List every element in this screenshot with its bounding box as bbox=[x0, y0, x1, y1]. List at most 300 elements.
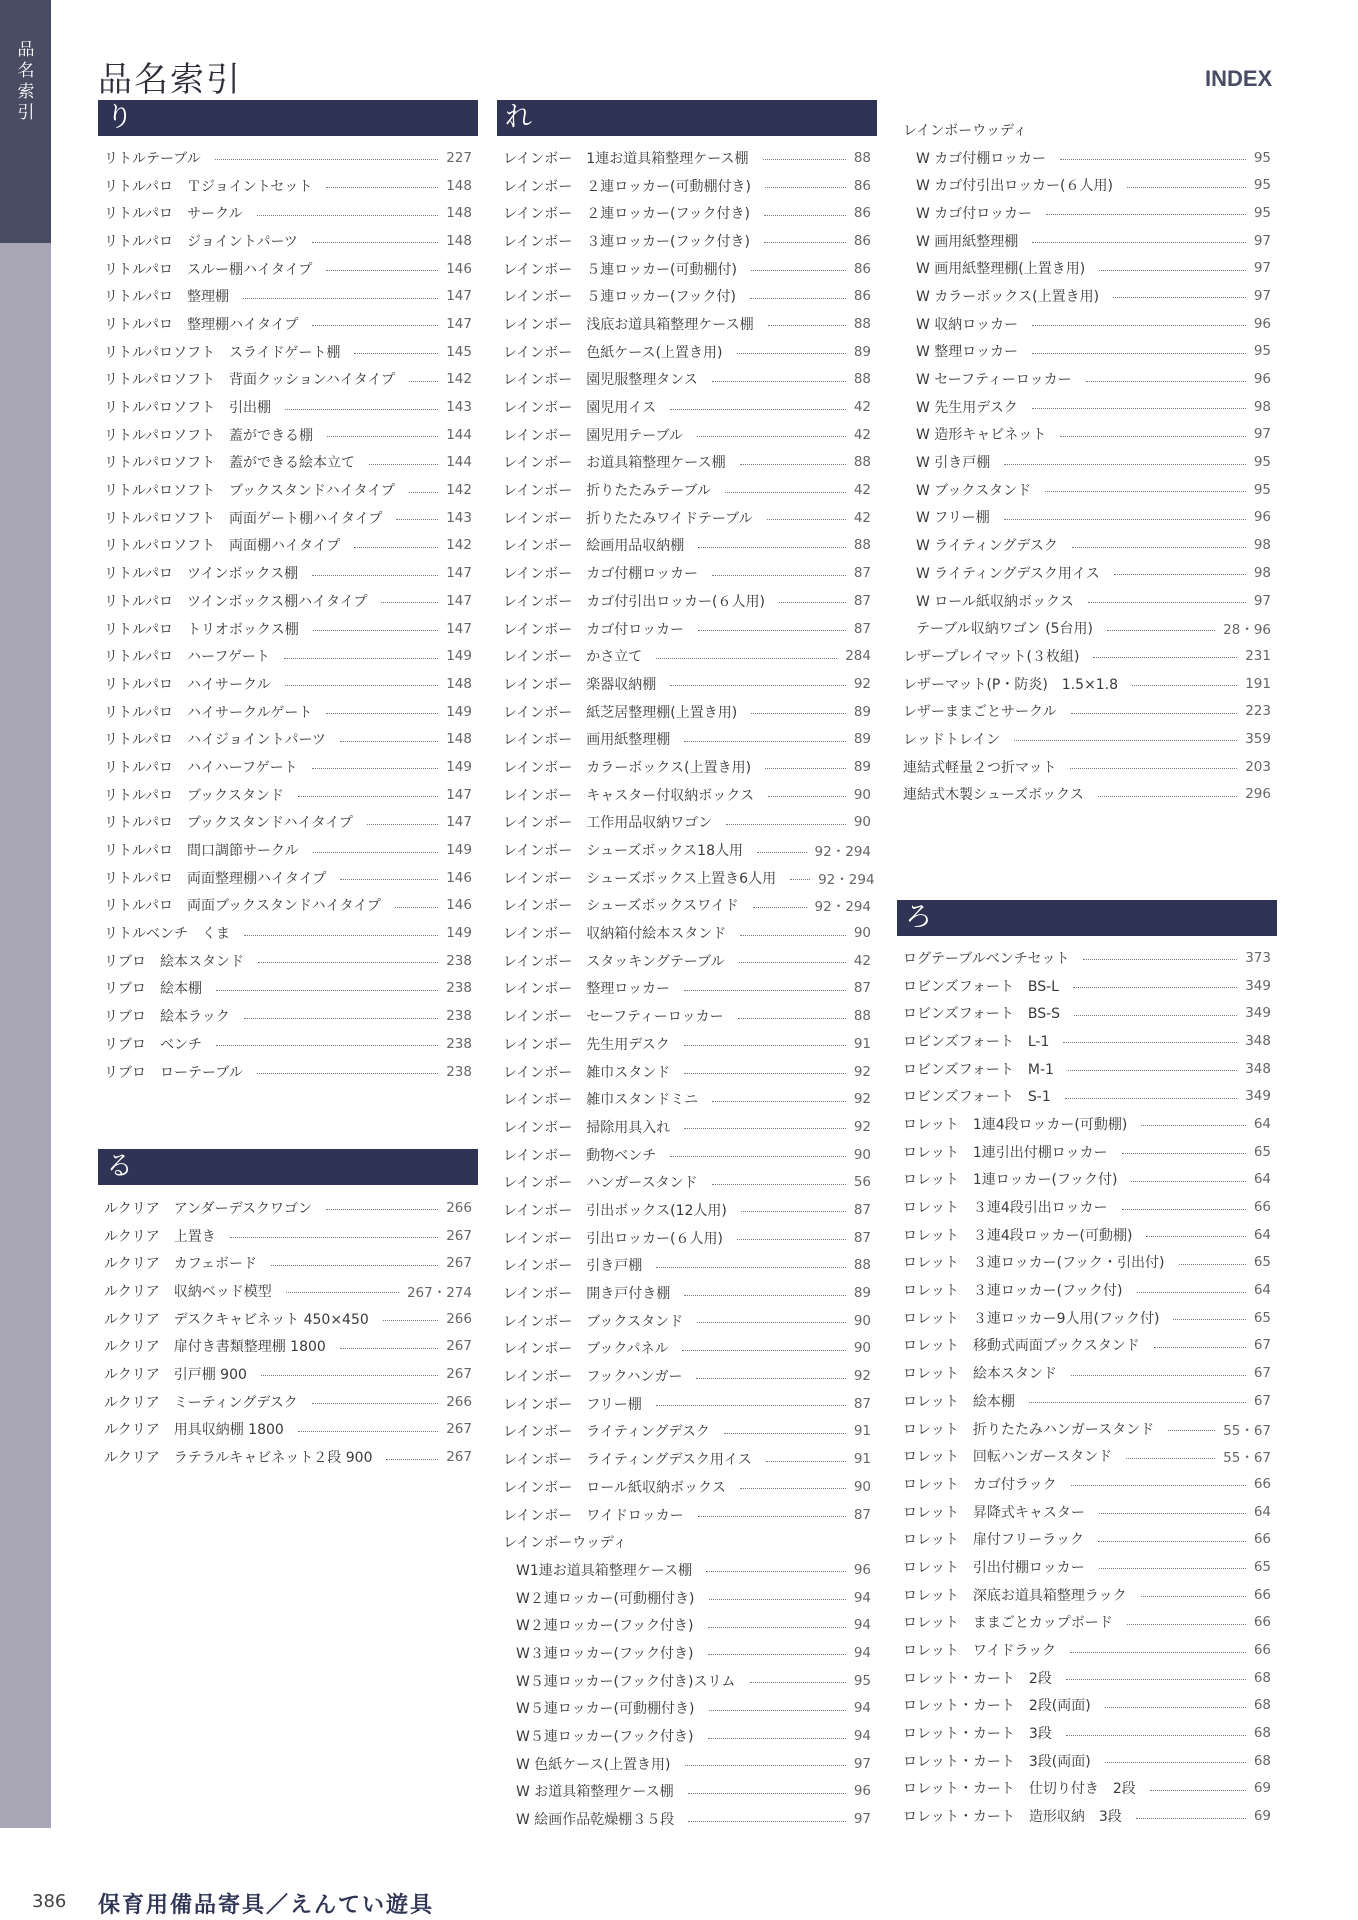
index-entry bbox=[903, 227, 1271, 255]
index-entry bbox=[503, 559, 871, 587]
entry-name: レインボー 開き戸付き棚 bbox=[503, 1286, 671, 1303]
index-entry bbox=[503, 1085, 871, 1113]
entry-name: レインボー フックハンガー bbox=[503, 1369, 683, 1386]
entry-name: リトルパロ ツインボックス棚 bbox=[104, 566, 299, 583]
index-entry bbox=[503, 1307, 871, 1335]
entry-page: 89 bbox=[853, 343, 871, 360]
index-entry bbox=[503, 1528, 871, 1556]
entry-page: 42 bbox=[853, 482, 871, 499]
index-entry bbox=[903, 670, 1271, 698]
section-re-continued-entries bbox=[903, 116, 1271, 808]
entry-page: 266 bbox=[446, 1199, 472, 1216]
side-bar bbox=[0, 0, 51, 1828]
index-entry bbox=[903, 1775, 1271, 1803]
index-label: INDEX bbox=[1205, 66, 1273, 91]
index-entry bbox=[903, 531, 1271, 559]
entry-page: 87 bbox=[853, 1229, 871, 1246]
index-entry bbox=[503, 725, 871, 753]
index-entry bbox=[503, 1695, 871, 1723]
entry-name: W 絵画作品乾燥棚３５段 bbox=[516, 1812, 675, 1829]
leader-dots bbox=[1132, 685, 1237, 686]
entry-page: 96 bbox=[853, 1561, 871, 1578]
entry-name: ロレット 1連ロッカー(フック付) bbox=[903, 1172, 1118, 1189]
index-entry bbox=[503, 642, 871, 670]
index-entry bbox=[104, 919, 472, 947]
leader-dots bbox=[684, 741, 846, 742]
entry-page: 223 bbox=[1245, 703, 1271, 720]
leader-dots bbox=[285, 409, 438, 410]
entry-name: W５連ロッカー(フック付き)スリム bbox=[516, 1673, 736, 1690]
leader-dots bbox=[243, 298, 438, 299]
entry-name: ルクリア ミーティングデスク bbox=[104, 1394, 298, 1411]
entry-name: ロビンズフォート L-1 bbox=[903, 1033, 1050, 1050]
leader-dots bbox=[1032, 325, 1246, 326]
entry-name: レインボー ３連ロッカー(フック付き) bbox=[503, 233, 750, 250]
index-entry bbox=[903, 1055, 1271, 1083]
leader-dots bbox=[696, 1378, 845, 1379]
entry-page: 359 bbox=[1245, 730, 1271, 747]
leader-dots bbox=[216, 990, 438, 991]
index-entry bbox=[903, 753, 1271, 781]
index-entry bbox=[903, 587, 1271, 615]
index-entry bbox=[503, 1058, 871, 1086]
leader-dots bbox=[284, 658, 438, 659]
entry-name: リトルパロ 間口調節サークル bbox=[104, 843, 299, 860]
entry-page: 68 bbox=[1253, 1752, 1271, 1769]
leader-dots bbox=[354, 353, 438, 354]
index-entry bbox=[104, 1249, 472, 1277]
index-entry bbox=[503, 1556, 871, 1584]
entry-name: リトルパロ 両面ブックスタンドハイタイプ bbox=[104, 898, 381, 915]
entry-name: レインボー ロール紙収納ボックス bbox=[503, 1479, 726, 1496]
index-entry bbox=[903, 1470, 1271, 1498]
leader-dots bbox=[697, 436, 846, 437]
leader-dots bbox=[326, 270, 438, 271]
index-entry bbox=[903, 1581, 1271, 1609]
index-entry bbox=[104, 725, 472, 753]
entry-name: W 画用紙整理棚 bbox=[916, 233, 1019, 250]
index-entry bbox=[903, 144, 1271, 172]
index-entry bbox=[903, 1027, 1271, 1055]
leader-dots bbox=[709, 1710, 846, 1711]
entry-name: リブロ ローテーブル bbox=[104, 1064, 243, 1081]
entry-page: 88 bbox=[853, 371, 871, 388]
index-entry bbox=[903, 1276, 1271, 1304]
entry-page: 95 bbox=[1253, 149, 1271, 166]
leader-dots bbox=[779, 602, 846, 603]
index-entry bbox=[104, 1058, 472, 1086]
entry-page: 91 bbox=[853, 1035, 871, 1052]
entry-name: レインボー 折りたたみテーブル bbox=[503, 483, 712, 500]
leader-dots bbox=[737, 353, 846, 354]
entry-name: レインボー ライティングデスク用イス bbox=[503, 1452, 752, 1469]
leader-dots bbox=[1099, 1513, 1246, 1514]
entry-name: W1連お道具箱整理ケース棚 bbox=[516, 1562, 693, 1579]
index-entry bbox=[104, 975, 472, 1003]
leader-dots bbox=[1029, 1402, 1246, 1403]
entry-page: 55・67 bbox=[1223, 1450, 1271, 1467]
index-entry bbox=[503, 919, 871, 947]
entry-page: 92 bbox=[853, 675, 871, 692]
entry-name: リトルパロ ハイハーフゲート bbox=[104, 759, 298, 776]
index-entry bbox=[104, 698, 472, 726]
index-entry bbox=[503, 449, 871, 477]
index-entry bbox=[903, 1166, 1271, 1194]
entry-name: リトルパロソフト 蓋ができる棚 bbox=[104, 427, 314, 444]
leader-dots bbox=[326, 1209, 438, 1210]
index-entry bbox=[104, 836, 472, 864]
entry-page: 92 bbox=[853, 1091, 871, 1108]
entry-page: 267 bbox=[446, 1449, 472, 1466]
index-entry bbox=[503, 1778, 871, 1806]
index-entry bbox=[903, 1692, 1271, 1720]
entry-name: リトルパロソフト 背面クッションハイタイプ bbox=[104, 372, 396, 389]
entry-page: 149 bbox=[446, 648, 472, 665]
entry-name: リブロ 絵本棚 bbox=[104, 981, 202, 998]
index-entry bbox=[104, 1002, 472, 1030]
entry-page: 267 bbox=[446, 1255, 472, 1272]
leader-dots bbox=[313, 630, 438, 631]
leader-dots bbox=[326, 187, 438, 188]
entry-page: 148 bbox=[446, 205, 472, 222]
entry-page: 86 bbox=[853, 288, 871, 305]
entry-page: 97 bbox=[853, 1755, 871, 1772]
entry-page: 146 bbox=[446, 897, 472, 914]
entry-name: リトルパロ スルー棚ハイタイプ bbox=[104, 261, 313, 278]
index-entry bbox=[903, 972, 1271, 1000]
index-entry bbox=[503, 421, 871, 449]
entry-name: レインボー ライティングデスク bbox=[503, 1424, 710, 1441]
entry-name: リトルパロ 整理棚 bbox=[104, 289, 230, 306]
index-entry bbox=[903, 944, 1271, 972]
entry-page: 92・294 bbox=[814, 899, 871, 916]
entry-name: リトルパロ ブックスタンドハイタイプ bbox=[104, 815, 353, 832]
index-entry bbox=[503, 1141, 871, 1169]
entry-page: 95 bbox=[1253, 204, 1271, 221]
entry-name: W カゴ付ロッカー bbox=[916, 205, 1033, 222]
entry-name: ロレット 扉付フリーラック bbox=[903, 1532, 1085, 1549]
index-entry bbox=[903, 1138, 1271, 1166]
leader-dots bbox=[1113, 297, 1246, 298]
entry-name: ロレット・カート 仕切り付き 2段 bbox=[903, 1781, 1136, 1798]
leader-dots bbox=[312, 242, 438, 243]
leader-dots bbox=[1083, 959, 1237, 960]
entry-page: 348 bbox=[1245, 1060, 1271, 1077]
entry-page: 89 bbox=[853, 731, 871, 748]
index-entry bbox=[903, 116, 1271, 144]
footer-title: 保育用備品寄具／えんてい遊具 bbox=[98, 1893, 435, 1918]
index-entry bbox=[503, 227, 871, 255]
entry-name: レインボー 収納箱付絵本スタンド bbox=[503, 926, 727, 943]
index-entry bbox=[503, 947, 871, 975]
index-entry bbox=[903, 365, 1271, 393]
entry-name: レインボー ワイドロッカー bbox=[503, 1507, 684, 1524]
entry-page: 28・96 bbox=[1223, 622, 1271, 639]
entry-name: リトルパロ ツインボックス棚ハイタイプ bbox=[104, 593, 368, 610]
entry-name: レインボー カゴ付ロッカー bbox=[503, 621, 685, 638]
index-entry bbox=[503, 1611, 871, 1639]
leader-dots bbox=[684, 990, 846, 991]
entry-name: W 色紙ケース(上置き用) bbox=[516, 1756, 671, 1773]
entry-name: レインボー 引出ボックス(12人用) bbox=[503, 1202, 727, 1219]
entry-name: リトルパロ トリオボックス棚 bbox=[104, 621, 299, 638]
index-entry bbox=[503, 1501, 871, 1529]
entry-page: 90 bbox=[853, 1312, 871, 1329]
entry-name: ログテーブルベンチセット bbox=[903, 950, 1070, 967]
index-entry bbox=[104, 559, 472, 587]
leader-dots bbox=[726, 824, 846, 825]
section-ri-entries bbox=[104, 144, 472, 1085]
index-entry bbox=[903, 999, 1271, 1027]
entry-page: 148 bbox=[446, 675, 472, 692]
index-entry bbox=[503, 1362, 871, 1390]
entry-page: 267 bbox=[446, 1227, 472, 1244]
index-entry bbox=[104, 199, 472, 227]
entry-name: ルクリア 上置き bbox=[104, 1228, 216, 1245]
entry-name: W カラーボックス(上置き用) bbox=[916, 288, 1100, 305]
leader-dots bbox=[724, 1433, 846, 1434]
entry-page: 95 bbox=[853, 1672, 871, 1689]
index-entry bbox=[104, 393, 472, 421]
section-header-ru: る bbox=[98, 1149, 478, 1185]
leader-dots bbox=[688, 1793, 846, 1794]
entry-page: 266 bbox=[446, 1310, 472, 1327]
leader-dots bbox=[708, 1627, 846, 1628]
leader-dots bbox=[764, 242, 846, 243]
index-entry bbox=[503, 282, 871, 310]
leader-dots bbox=[1014, 740, 1237, 741]
leader-dots bbox=[271, 1265, 438, 1266]
entry-page: 86 bbox=[853, 260, 871, 277]
entry-name: リトルテーブル bbox=[104, 150, 201, 167]
leader-dots bbox=[766, 1461, 846, 1462]
index-entry bbox=[503, 892, 871, 920]
entry-name: ロレット・カート 2段 bbox=[903, 1670, 1052, 1687]
entry-name: ロレット カゴ付ラック bbox=[903, 1476, 1057, 1493]
entry-name: リトルベンチ くま bbox=[104, 926, 230, 943]
entry-name: ロレット 1連4段ロッカー(可動棚) bbox=[903, 1116, 1128, 1133]
index-entry bbox=[503, 781, 871, 809]
leader-dots bbox=[684, 1045, 846, 1046]
index-entry bbox=[503, 366, 871, 394]
leader-dots bbox=[215, 159, 438, 160]
index-entry bbox=[104, 310, 472, 338]
index-entry bbox=[503, 1279, 871, 1307]
entry-page: 296 bbox=[1245, 786, 1271, 803]
entry-name: レインボー 引出ロッカー(６人用) bbox=[503, 1230, 723, 1247]
entry-name: レインボー 絵画用品収納棚 bbox=[503, 538, 685, 555]
index-entry bbox=[903, 1415, 1271, 1443]
entry-name: W２連ロッカー(フック付き) bbox=[516, 1618, 694, 1635]
entry-name: W フリー棚 bbox=[916, 510, 990, 527]
entry-name: レインボー かさ立て bbox=[503, 649, 643, 666]
entry-page: 238 bbox=[446, 1035, 472, 1052]
index-entry bbox=[503, 504, 871, 532]
entry-name: ロレット 深底お道具箱整理ラック bbox=[903, 1587, 1127, 1604]
leader-dots bbox=[381, 602, 438, 603]
entry-page: 87 bbox=[853, 1506, 871, 1523]
entry-page: 238 bbox=[446, 980, 472, 997]
section-header-ri: り bbox=[98, 100, 478, 136]
entry-name: ロレット ３連ロッカー(フック・引出付) bbox=[903, 1255, 1165, 1272]
index-entry bbox=[104, 1388, 472, 1416]
entry-page: 42 bbox=[853, 509, 871, 526]
index-entry bbox=[104, 670, 472, 698]
index-entry bbox=[903, 697, 1271, 725]
leader-dots bbox=[383, 1320, 438, 1321]
entry-page: 147 bbox=[446, 620, 472, 637]
leader-dots bbox=[1066, 1679, 1246, 1680]
leader-dots bbox=[751, 713, 846, 714]
index-entry bbox=[903, 1719, 1271, 1747]
leader-dots bbox=[670, 1156, 846, 1157]
leader-dots bbox=[1086, 381, 1246, 382]
entry-name: レインボー カゴ付引出ロッカー(６人用) bbox=[503, 593, 765, 610]
entry-name: W 収納ロッカー bbox=[916, 316, 1019, 333]
entry-page: 267 bbox=[446, 1421, 472, 1438]
leader-dots bbox=[395, 907, 438, 908]
leader-dots bbox=[1071, 1375, 1246, 1376]
index-entry bbox=[503, 1113, 871, 1141]
leader-dots bbox=[712, 1184, 846, 1185]
entry-name: ロレット・カート 2段(両面) bbox=[903, 1698, 1091, 1715]
leader-dots bbox=[751, 270, 846, 271]
leader-dots bbox=[1045, 491, 1246, 492]
leader-dots bbox=[396, 519, 438, 520]
leader-dots bbox=[738, 1018, 846, 1019]
leader-dots bbox=[1136, 1818, 1246, 1819]
leader-dots bbox=[1098, 796, 1237, 797]
entry-name: レインボー 雑巾スタンドミニ bbox=[503, 1092, 699, 1109]
entry-name: ロレット ままごとカップボード bbox=[903, 1615, 1113, 1632]
entry-page: 97 bbox=[1253, 426, 1271, 443]
entry-page: 64 bbox=[1253, 1171, 1271, 1188]
entry-page: 67 bbox=[1253, 1392, 1271, 1409]
entry-page: 96 bbox=[1253, 509, 1271, 526]
index-entry bbox=[104, 255, 472, 283]
leader-dots bbox=[697, 1322, 846, 1323]
entry-name: W５連ロッカー(可動棚付き) bbox=[516, 1701, 695, 1718]
leader-dots bbox=[244, 1018, 438, 1019]
leader-dots bbox=[1122, 1209, 1246, 1210]
entry-name: レインボー 雑巾スタンド bbox=[503, 1064, 671, 1081]
index-entry bbox=[503, 1750, 871, 1778]
entry-page: 87 bbox=[853, 1201, 871, 1218]
entry-name: ロレット 回転ハンガースタンド bbox=[903, 1449, 1113, 1466]
entry-page: 267 bbox=[446, 1338, 472, 1355]
index-entry bbox=[503, 310, 871, 338]
index-entry bbox=[104, 1332, 472, 1360]
entry-name: W３連ロッカー(フック付き) bbox=[516, 1645, 694, 1662]
entry-page: 267 bbox=[446, 1365, 472, 1382]
index-entry bbox=[104, 892, 472, 920]
entry-name: ロレット 1連引出付棚ロッカー bbox=[903, 1144, 1108, 1161]
index-entry bbox=[503, 532, 871, 560]
index-entry bbox=[104, 421, 472, 449]
entry-page: 147 bbox=[446, 565, 472, 582]
index-entry bbox=[503, 1667, 871, 1695]
entry-name: ルクリア 収納ベッド模型 bbox=[104, 1283, 272, 1300]
entry-page: 65 bbox=[1253, 1254, 1271, 1271]
index-entry bbox=[503, 1390, 871, 1418]
index-entry bbox=[903, 1249, 1271, 1277]
index-entry bbox=[104, 476, 472, 504]
entry-name: ルクリア 用具収納棚 1800 bbox=[104, 1422, 284, 1439]
entry-page: 142 bbox=[446, 537, 472, 554]
index-entry bbox=[104, 1443, 472, 1471]
entry-page: 42 bbox=[853, 952, 871, 969]
index-entry bbox=[903, 1498, 1271, 1526]
entry-page: 90 bbox=[853, 1340, 871, 1357]
entry-name: リトルパロソフト 蓋ができる絵本立て bbox=[104, 455, 356, 472]
entry-page: 66 bbox=[1253, 1614, 1271, 1631]
entry-name: 連結式軽量２つ折マット bbox=[903, 759, 1057, 776]
index-entry bbox=[104, 781, 472, 809]
entry-page: 42 bbox=[853, 399, 871, 416]
leader-dots bbox=[708, 1738, 846, 1739]
leader-dots bbox=[367, 824, 438, 825]
entry-page: 97 bbox=[1253, 232, 1271, 249]
index-entry bbox=[503, 1002, 871, 1030]
index-entry bbox=[104, 809, 472, 837]
index-entry bbox=[503, 144, 871, 172]
entry-name: W お道具箱整理ケース棚 bbox=[516, 1784, 674, 1801]
entry-name: レインボー 色紙ケース(上置き用) bbox=[503, 344, 723, 361]
entry-name: W２連ロッカー(可動棚付き) bbox=[516, 1590, 695, 1607]
index-entry bbox=[503, 1473, 871, 1501]
leader-dots bbox=[312, 1403, 438, 1404]
leader-dots bbox=[688, 1821, 846, 1822]
leader-dots bbox=[409, 381, 438, 382]
entry-page: 90 bbox=[853, 786, 871, 803]
index-entry bbox=[903, 254, 1271, 282]
entry-page: 91 bbox=[853, 1451, 871, 1468]
entry-page: 349 bbox=[1245, 977, 1271, 994]
entry-page: 149 bbox=[446, 703, 472, 720]
entry-page: 94 bbox=[853, 1728, 871, 1745]
entry-name: レインボー セーフティーロッカー bbox=[503, 1009, 724, 1026]
entry-name: レインボー お道具箱整理ケース棚 bbox=[503, 455, 726, 472]
leader-dots bbox=[369, 464, 438, 465]
index-entry bbox=[104, 753, 472, 781]
index-entry bbox=[903, 1221, 1271, 1249]
index-entry bbox=[903, 393, 1271, 421]
leader-dots bbox=[670, 685, 846, 686]
entry-name: ロビンズフォート M-1 bbox=[903, 1061, 1054, 1078]
leader-dots bbox=[216, 1045, 438, 1046]
section-ro-entries bbox=[903, 944, 1271, 1830]
leader-dots bbox=[1127, 187, 1246, 188]
leader-dots bbox=[340, 741, 438, 742]
leader-dots bbox=[1070, 1652, 1246, 1653]
index-entry bbox=[903, 1636, 1271, 1664]
leader-dots bbox=[765, 187, 846, 188]
index-entry bbox=[903, 1664, 1271, 1692]
entry-name: ルクリア カフェボード bbox=[104, 1256, 258, 1273]
entry-page: 68 bbox=[1253, 1669, 1271, 1686]
entry-name: レインボー 掃除用具入れ bbox=[503, 1119, 671, 1136]
page-title: 品名索引 bbox=[98, 60, 242, 100]
entry-name: レインボー シューズボックス上置き6人用 bbox=[503, 870, 777, 887]
entry-page: 148 bbox=[446, 177, 472, 194]
entry-name: W 引き戸棚 bbox=[916, 455, 991, 472]
index-entry bbox=[903, 559, 1271, 587]
entry-page: 348 bbox=[1245, 1032, 1271, 1049]
entry-name: W ライティングデスク bbox=[916, 538, 1058, 555]
entry-page: 87 bbox=[853, 592, 871, 609]
entry-name: ロレット・カート 3段(両面) bbox=[903, 1753, 1091, 1770]
index-entry bbox=[503, 1196, 871, 1224]
